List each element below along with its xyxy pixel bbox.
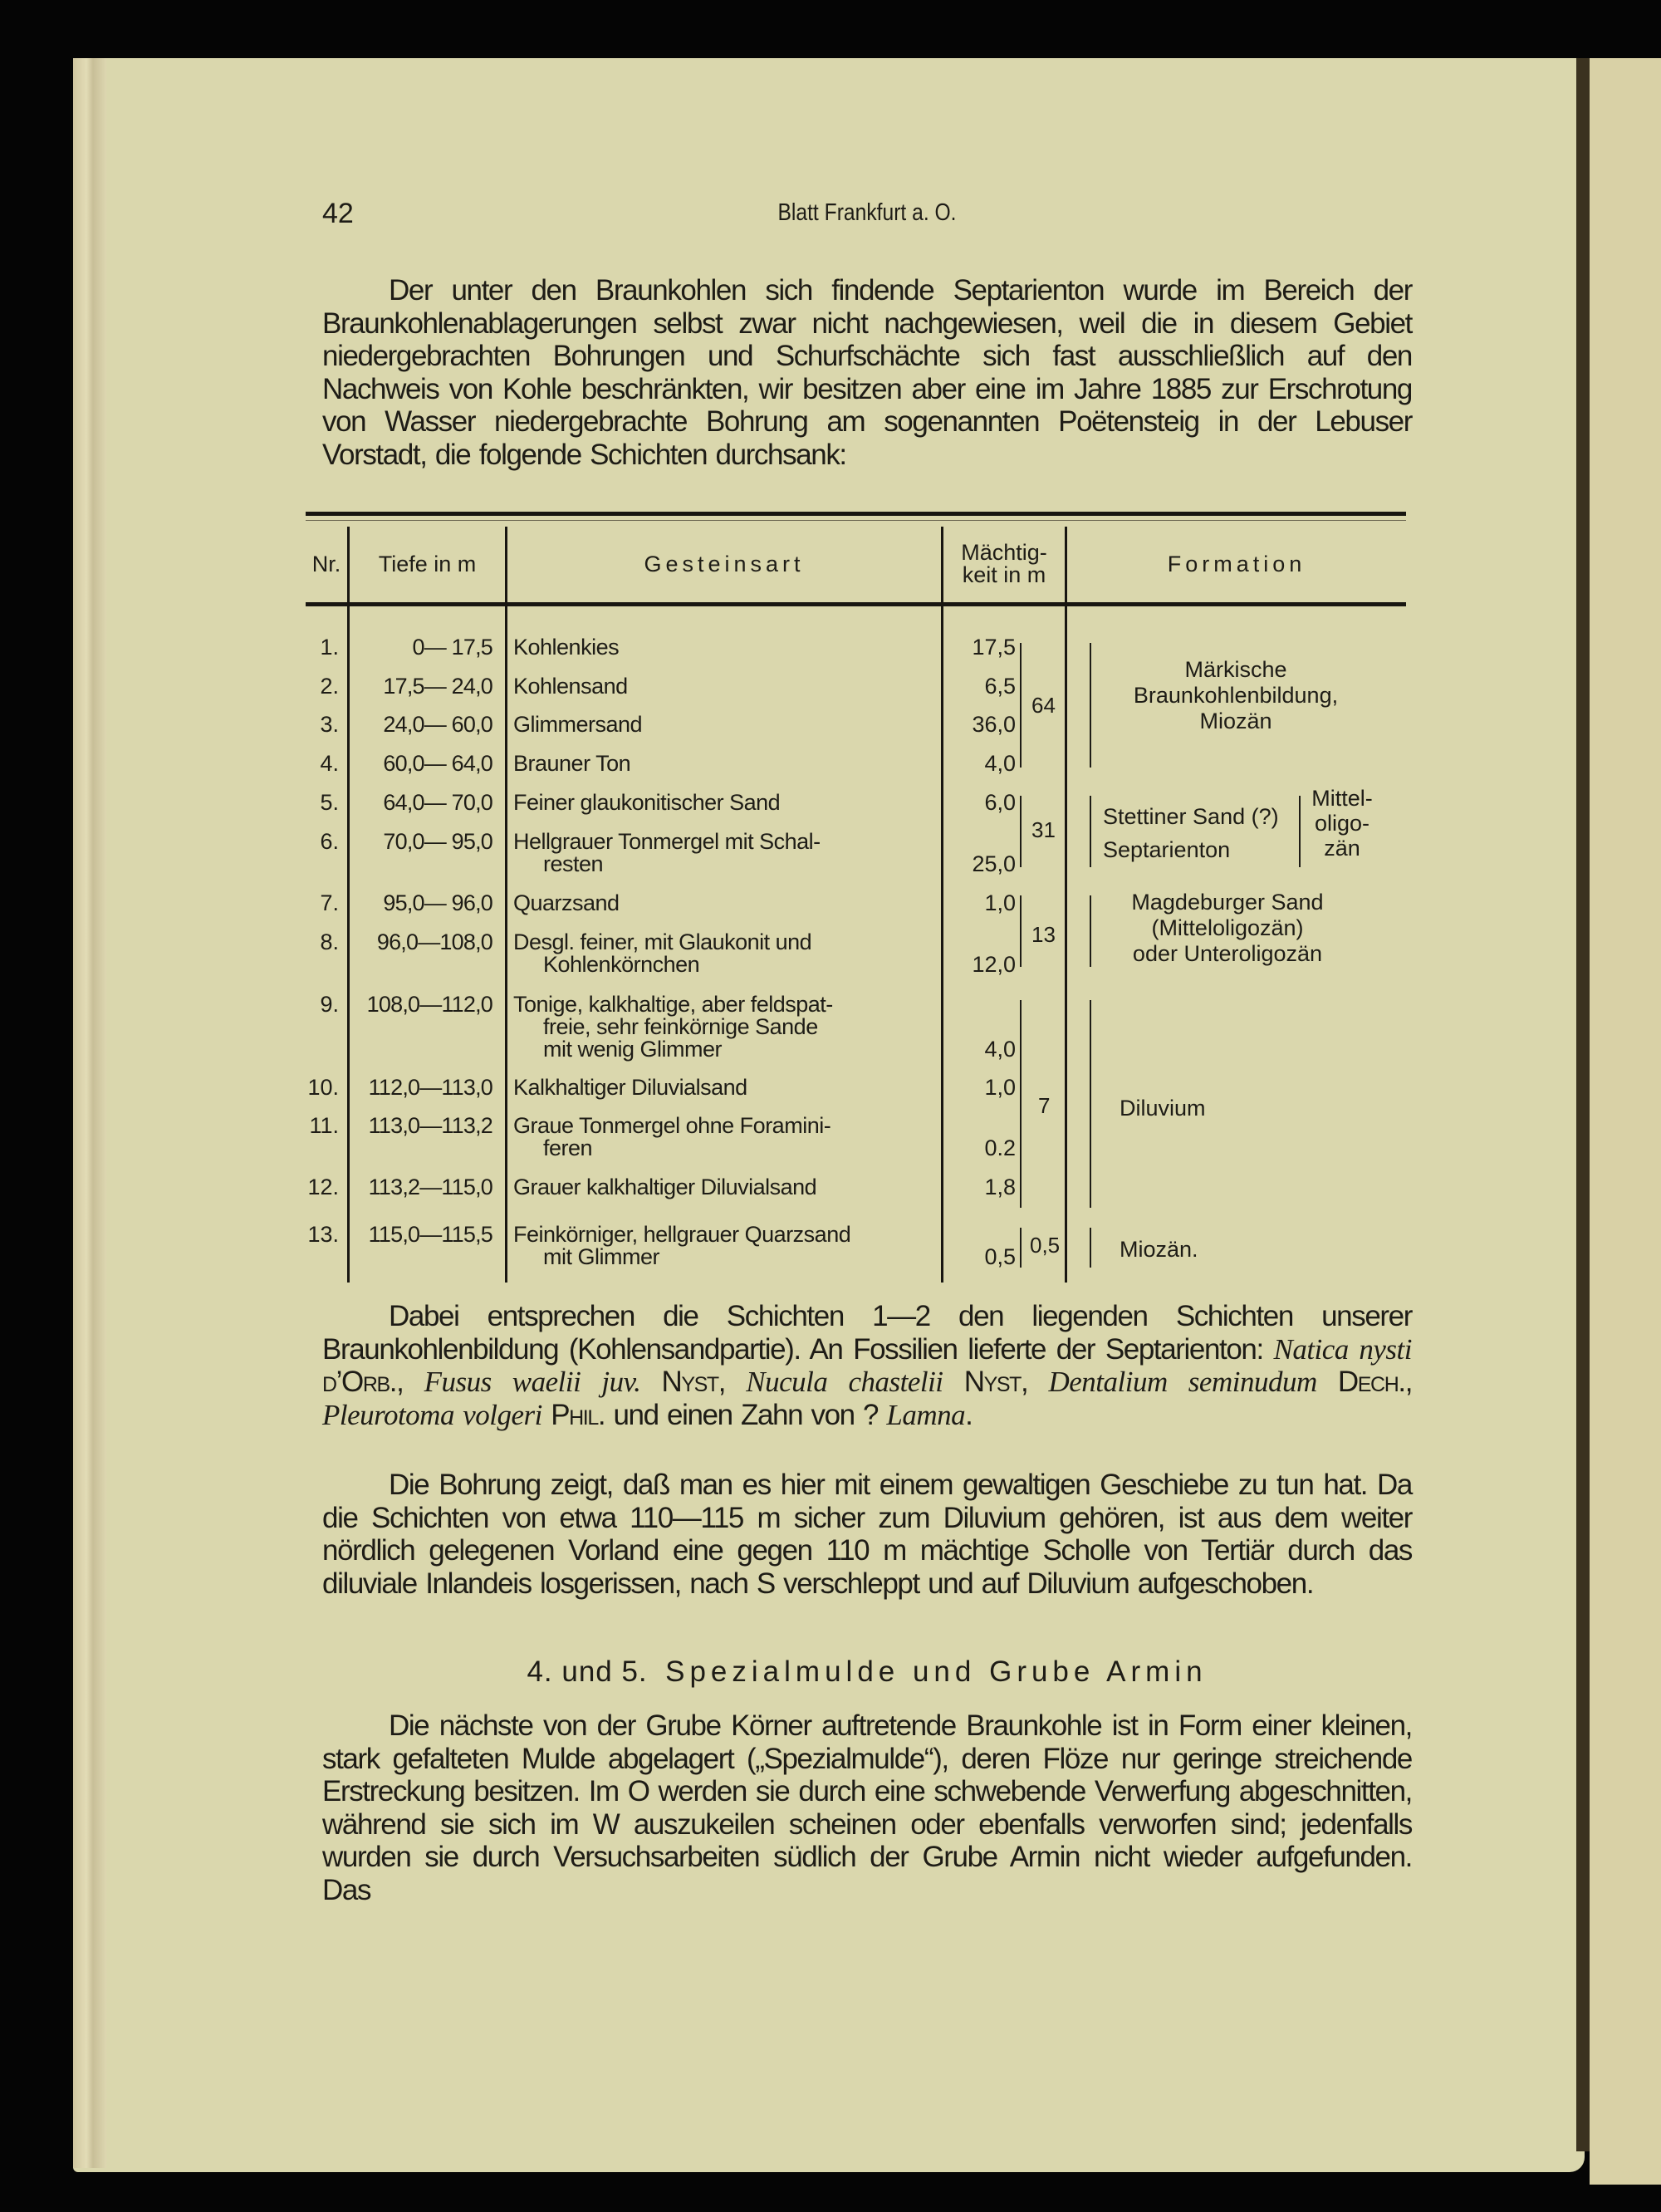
formation-bracket [1299, 796, 1301, 867]
table-top-rule [306, 512, 1406, 516]
group-bracket [1020, 1000, 1022, 1208]
intro-paragraph: Der unter den Braunkohlen sich findende Septarienton wurde im Bereich der Braunkohlenablagerungen selbst zwar nicht nachgewiesen, weil die in diesem Gebiet niedergebrachten Bohrungen und Schurfschächte sich fast ausschließlich auf den Nachweis von Kohle beschränkten, wir besitzen aber eine im Jahre 1885 zur Erschrotung von Wasser niedergebrachte Bohrung am sogenannten Poëtensteig in der Lebuser Vorstadt, die folgende Schichten durchsank: [322, 274, 1412, 471]
group-sum: 0,5 [1030, 1233, 1061, 1258]
group-bracket [1020, 1228, 1022, 1268]
formation-bracket [1090, 1000, 1091, 1208]
formation-bracket [1090, 1228, 1091, 1268]
header-gesteinsart: Gesteinsart [644, 551, 805, 576]
running-head [322, 191, 1412, 233]
column-divider [505, 527, 507, 1283]
group-bracket [1020, 643, 1022, 768]
formation-diluvium: Diluvium [1120, 1096, 1206, 1121]
running-title: Blatt Frankfurt a. O. [777, 199, 957, 226]
page-number: 42 [322, 198, 354, 229]
species-name: Pleurotoma volgeri [322, 1398, 542, 1431]
species-name: Natica nysti [1273, 1332, 1412, 1366]
species-name: Nucula chastelii [746, 1366, 943, 1398]
formation-stettiner-sand: Stettiner Sand (?) [1103, 804, 1279, 829]
borehole-table: Nr. Tiefe in m Gesteinsart Mächtig- keit in m Formation 1. 0— 17,5 Kohlenkies 17,5 2. 17,5— 24,0 Kohlensand 6,5 3. 24,0— 60,0 Glimmersand 36,0 4. 60,0— 64,0 Brauner Ton 4,0 5. 64,0— 70,0 Feiner glaukonitischer Sand 6,0 6. 70,0— 95,0 Hellgrauer Tonmergel mit Schal- resten 25,0 7. 95,0— 96,0 Quarzsand 1,0 8. 96,0—108,0 Desgl. feiner, mit Glaukonit und Kohlenkörnchen 12,0 9. 108,0—112,0 Tonige, kalkhaltige, aber feldspat- freie, sehr feinkörnige Sande mit wenig Glimmer 4,0 10. 112,0—113,0 Kalkhaltiger Diluvialsand 1,0 11. 113,0—113,2 Graue Tonmergel ohne Foramini- feren 0.2 12. 113,2—115,0 Grauer kalkhaltiger Diluvialsand 1,8 13. 115,0—115,5 Feinkörniger, hellgrauer Quarzsand mit Glimmer 0,5 64 31 13 7 0,5 Märkische Braunkohlenbildung, Miozän Stettiner Sand (?) Septarienton Mittel- oligo- zän Magdeburger Sand (Mitteloligozän) oder Unteroligozän Diluvium Miozän. [306, 512, 1406, 1288]
formation-bracket [1090, 796, 1091, 867]
group-sum: 64 [1031, 693, 1056, 718]
header-maechtigkeit: Mächtig- keit in m [961, 540, 1047, 587]
table-header-rule [306, 602, 1406, 606]
column-divider [941, 527, 943, 1283]
formation-septarienton: Septarienton [1103, 837, 1231, 862]
formation-miozaen: Miozän. [1120, 1237, 1198, 1262]
header-tiefe: Tiefe in m [378, 551, 477, 576]
formation-maerkische: Märkische Braunkohlenbildung, Miozän [1133, 657, 1339, 733]
section-heading: 4. und 5. Spezialmulde und Grube Armin [527, 1655, 1208, 1688]
column-divider [347, 527, 350, 1283]
interpretation-paragraph: Die Bohrung zeigt, daß man es hier mit einem gewaltigen Geschiebe zu tun hat. Da die Schichten von etwa 110—115 m sicher zum Diluvium gehören, ist aus dem weiter nördlich gelegenen Vorland eine gegen 110 m mächtige Scholle von Tertiär durch das diluviale Inlandeis losgerissen, nach S verschleppt und auf Diluvium aufgeschoben. [322, 1469, 1412, 1600]
group-bracket [1020, 895, 1022, 967]
formation-magdeburger-sand: Magdeburger Sand (Mitteloligozän) oder Unteroligozän [1131, 890, 1324, 966]
species-name: Dentalium seminudum [1048, 1366, 1317, 1398]
column-divider [1065, 527, 1067, 1283]
formation-bracket [1090, 895, 1091, 967]
fossil-paragraph: Dabei entsprechen die Schichten 1—2 den liegenden Schichten unserer Braunkohlenbildung (Kohlensandpartie). An Fossilien lieferte der Septarienton: Natica nysti d’Orb., Fusus waelii juv. Nyst, Nucula chastelii Nyst, Dentalium seminudum Dech., Pleurotoma volgeri Phil. und einen Zahn von ? Lamna. [322, 1300, 1413, 1431]
header-nr: Nr. [311, 551, 341, 576]
group-sum: 13 [1031, 922, 1056, 947]
species-name: Lamna [886, 1398, 966, 1431]
table-top-thin-rule [306, 520, 1406, 521]
header-formation: Formation [1167, 551, 1306, 576]
book-gutter [1576, 58, 1590, 2151]
formation-mitteloligozaen: Mittel- oligo- zän [1311, 786, 1373, 861]
page-edge-stack [73, 58, 106, 2168]
species-name: Fusus waelii juv. [424, 1366, 641, 1398]
formation-bracket [1090, 643, 1091, 768]
group-sum: 7 [1038, 1093, 1051, 1118]
facing-page-edge [1590, 58, 1661, 2185]
group-bracket [1020, 796, 1022, 867]
group-sum: 31 [1031, 817, 1056, 842]
spezialmulde-paragraph: Die nächste von der Grube Körner auftretende Braunkohle ist in Form einer kleinen, stark gefalteten Mulde abgelagert („Spezialmulde“), deren Flöze nur geringe streichende Erstreckung besitzen. Im O werden sie durch eine schwebende Verwerfung abgeschnitten, während sie sich im W auszukeilen scheinen oder ebenfalls verworfen sind; jedenfalls wurden sie durch Versuchsarbeiten südlich der Grube Armin nicht wieder aufgefunden. Das [322, 1709, 1412, 1906]
